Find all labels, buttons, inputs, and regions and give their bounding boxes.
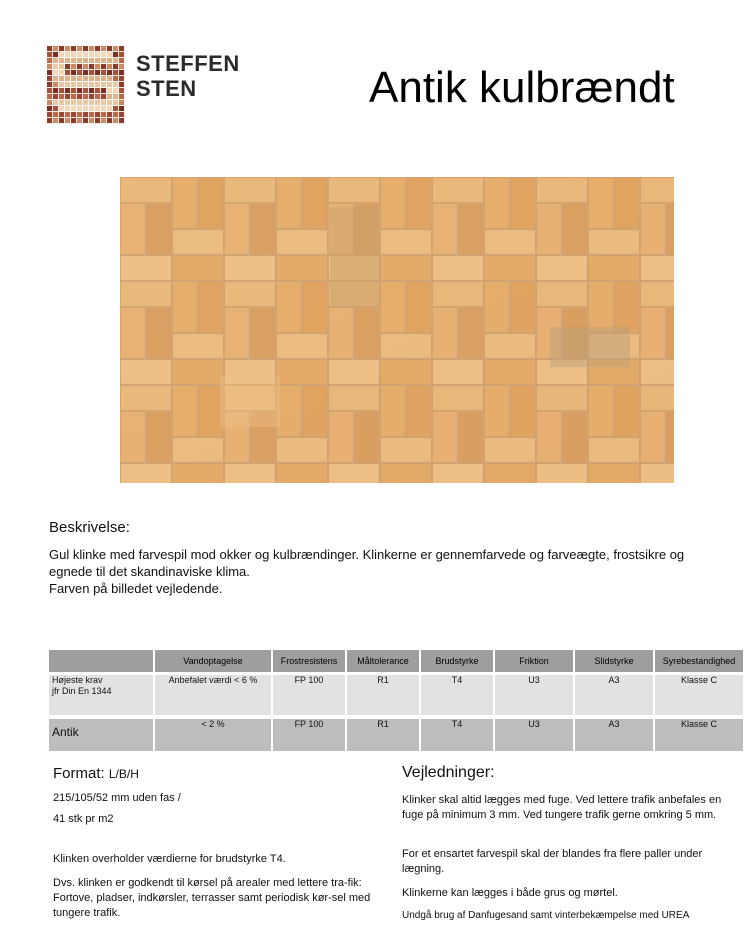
brick-paving-photo	[120, 177, 674, 483]
table-cell: < 2 %	[155, 719, 271, 751]
format-heading-text: Format:	[53, 765, 105, 782]
description-line-1: Gul klinke med farvespil mod okker og kulbrændinger. Klinkerne er gennemfarvede og farveægte, frostsikre og	[49, 547, 685, 562]
table-header: Vandoptagelse	[155, 650, 271, 672]
table-header: Syrebestandighed	[655, 650, 743, 672]
guidance-paragraph-1: Klinker skal altid lægges med fuge. Ved lettere trafik anbefales en fuge på minimum 3 mm. Ved tungere trafik gerne omkring 5 mm.	[402, 794, 722, 821]
brand-line-2: STEN	[136, 76, 197, 101]
table-cell-label: Antik	[49, 719, 153, 751]
table-row-product	[49, 719, 743, 751]
brand-name	[136, 51, 240, 101]
table-header: Måltolerance	[347, 650, 419, 672]
guidance-heading: Vejledninger:	[402, 764, 495, 781]
table-cell: U3	[495, 719, 573, 751]
table-cell: T4	[421, 675, 493, 715]
description-text	[49, 546, 719, 597]
brand-line-1: STEFFEN	[136, 51, 240, 76]
table-header: Brudstyrke	[421, 650, 493, 672]
description-line-3: Farven på billedet vejledende.	[49, 581, 223, 596]
table-header-empty	[49, 650, 153, 672]
table-cell: T4	[421, 719, 493, 751]
format-count: 41 stk pr m2	[53, 813, 114, 825]
table-cell: U3	[495, 675, 573, 715]
table-cell: FP 100	[273, 675, 345, 715]
requirement-label-2: jfr Din En 1344	[52, 686, 112, 696]
table-cell: Anbefalet værdi < 6 %	[155, 675, 271, 715]
guidance-paragraph-4: Undgå brug af Danfugesand samt vinterbekæmpelse med UREA	[402, 910, 690, 921]
description-heading: Beskrivelse:	[49, 519, 130, 536]
table-header: Friktion	[495, 650, 573, 672]
specification-table	[47, 650, 745, 751]
page-title: Antik kulbrændt	[369, 63, 675, 112]
format-size: 215/105/52 mm uden fas /	[53, 792, 181, 804]
guidance-paragraph-3: Klinkerne kan lægges i både grus og mørtel.	[402, 887, 618, 899]
table-header-row	[49, 650, 743, 672]
table-cell: R1	[347, 719, 419, 751]
table-cell: A3	[575, 675, 653, 715]
table-cell-label	[49, 675, 153, 715]
format-heading-sub: L/B/H	[108, 767, 139, 781]
table-header: Slidstyrke	[575, 650, 653, 672]
table-header: Frostresistens	[273, 650, 345, 672]
description-line-2: egnede til det skandinaviske klima.	[49, 564, 250, 579]
steffen-sten-logo-mosaic-icon	[47, 46, 125, 124]
table-cell: A3	[575, 719, 653, 751]
format-note-1: Klinken overholder værdierne for brudstyrke T4.	[53, 853, 286, 865]
table-cell: R1	[347, 675, 419, 715]
guidance-paragraph-2: For et ensartet farvespil skal der blandes fra flere paller under lægning.	[402, 848, 703, 875]
table-cell: FP 100	[273, 719, 345, 751]
table-cell: Klasse C	[655, 719, 743, 751]
table-cell: Klasse C	[655, 675, 743, 715]
requirement-label-1: Højeste krav	[52, 675, 103, 685]
table-row-requirement	[49, 675, 743, 715]
format-heading	[53, 765, 139, 782]
format-note-2: Dvs. klinken er godkendt til kørsel på arealer med lettere tra-fik: Fortove, pladser, indkørsler, terrasser samt periodisk kør-sel med tungere trafik.	[53, 877, 371, 919]
